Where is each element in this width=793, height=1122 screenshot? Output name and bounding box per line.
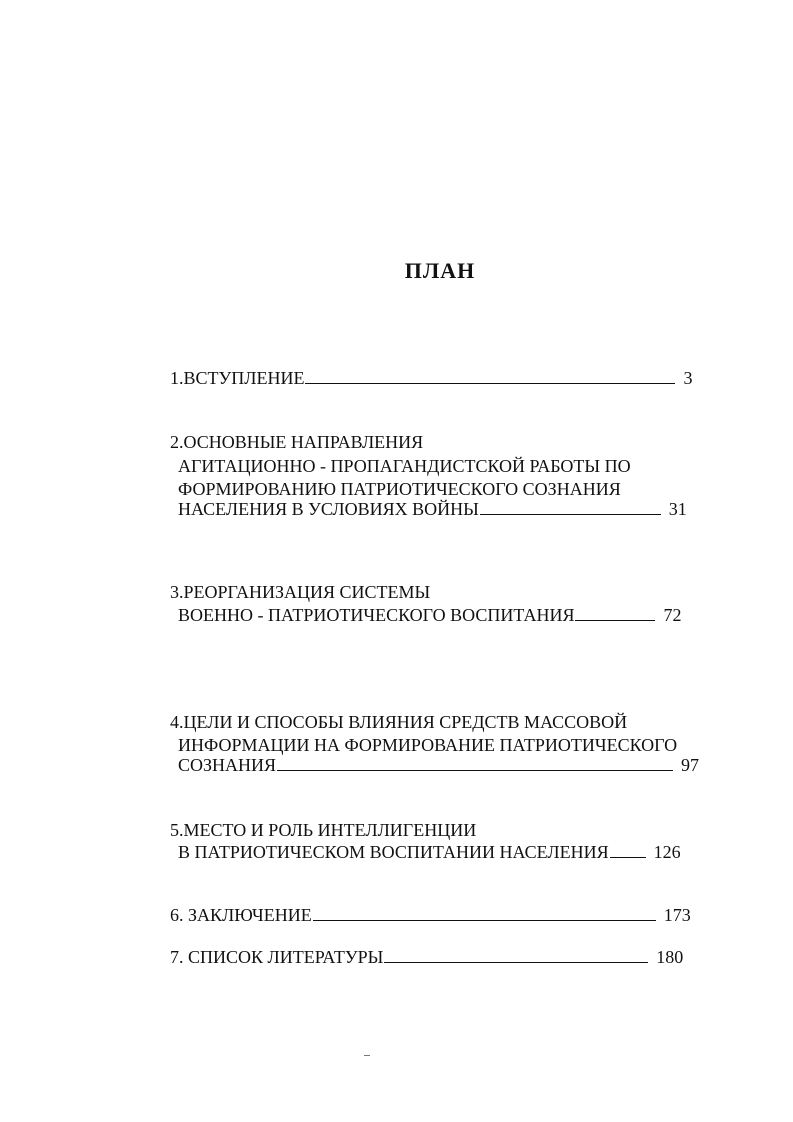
toc-entry-intelligentsia — [178, 840, 681, 864]
toc-entry-mass-media — [178, 753, 699, 777]
toc-entry-introduction — [170, 366, 692, 390]
toc-page-number: 97 — [681, 755, 700, 775]
toc-entry-bibliography — [170, 945, 683, 969]
toc-entry-label: 5.МЕСТО И РОЛЬ ИНТЕЛЛИГЕНЦИИ — [170, 820, 477, 840]
toc-page-number: 72 — [663, 605, 682, 625]
toc-entry-label: 2.ОСНОВНЫЕ НАПРАВЛЕНИЯ — [170, 432, 424, 452]
page-title: ПЛАН — [404, 258, 476, 283]
toc-entry-label: НАСЕЛЕНИЯ В УСЛОВИЯХ ВОЙНЫ — [178, 499, 479, 519]
toc-entry-label: СОЗНАНИЯ — [178, 755, 277, 775]
dot-leader — [305, 367, 675, 384]
toc-entry-main-directions — [178, 497, 687, 521]
dot-leader — [480, 498, 661, 515]
dot-leader — [313, 904, 656, 921]
dot-leader — [384, 946, 648, 963]
toc-entry-label: 6. ЗАКЛЮЧЕНИЕ — [170, 905, 312, 925]
toc-entry-label: 4.ЦЕЛИ И СПОСОБЫ ВЛИЯНИЯ СРЕДСТВ МАССОВОЙ — [170, 712, 628, 732]
toc-page-number: 173 — [663, 905, 691, 925]
toc-entry-label: АГИТАЦИОННО - ПРОПАГАНДИСТСКОЙ РАБОТЫ ПО — [178, 456, 631, 476]
toc-page-number: 31 — [668, 499, 687, 519]
toc-page-number: 180 — [656, 947, 684, 967]
dot-leader — [575, 604, 655, 621]
toc-entry-label: ИНФОРМАЦИИ НА ФОРМИРОВАНИЕ ПАТРИОТИЧЕСКОГО — [178, 735, 678, 755]
toc-entry-label: ФОРМИРОВАНИЮ ПАТРИОТИЧЕСКОГО СОЗНАНИЯ — [178, 479, 621, 499]
toc-entry-label: 1.ВСТУПЛЕНИЕ — [170, 368, 305, 388]
toc-page-number: 126 — [653, 842, 681, 862]
toc-entry-label: 3.РЕОРГАНИЗАЦИЯ СИСТЕМЫ — [170, 582, 431, 602]
toc-entry-label: 7. СПИСОК ЛИТЕРАТУРЫ — [170, 947, 384, 967]
toc-entry-conclusion — [170, 903, 691, 927]
dot-leader — [277, 754, 673, 771]
toc-entry-label: В ПАТРИОТИЧЕСКОМ ВОСПИТАНИИ НАСЕЛЕНИЯ — [178, 842, 609, 862]
scan-speck — [364, 1055, 370, 1056]
toc-page-number: 3 — [683, 368, 693, 388]
dot-leader — [610, 841, 646, 858]
toc-entry-reorganization — [178, 603, 681, 627]
toc-entry-label: ВОЕННО - ПАТРИОТИЧЕСКОГО ВОСПИТАНИЯ — [178, 605, 575, 625]
